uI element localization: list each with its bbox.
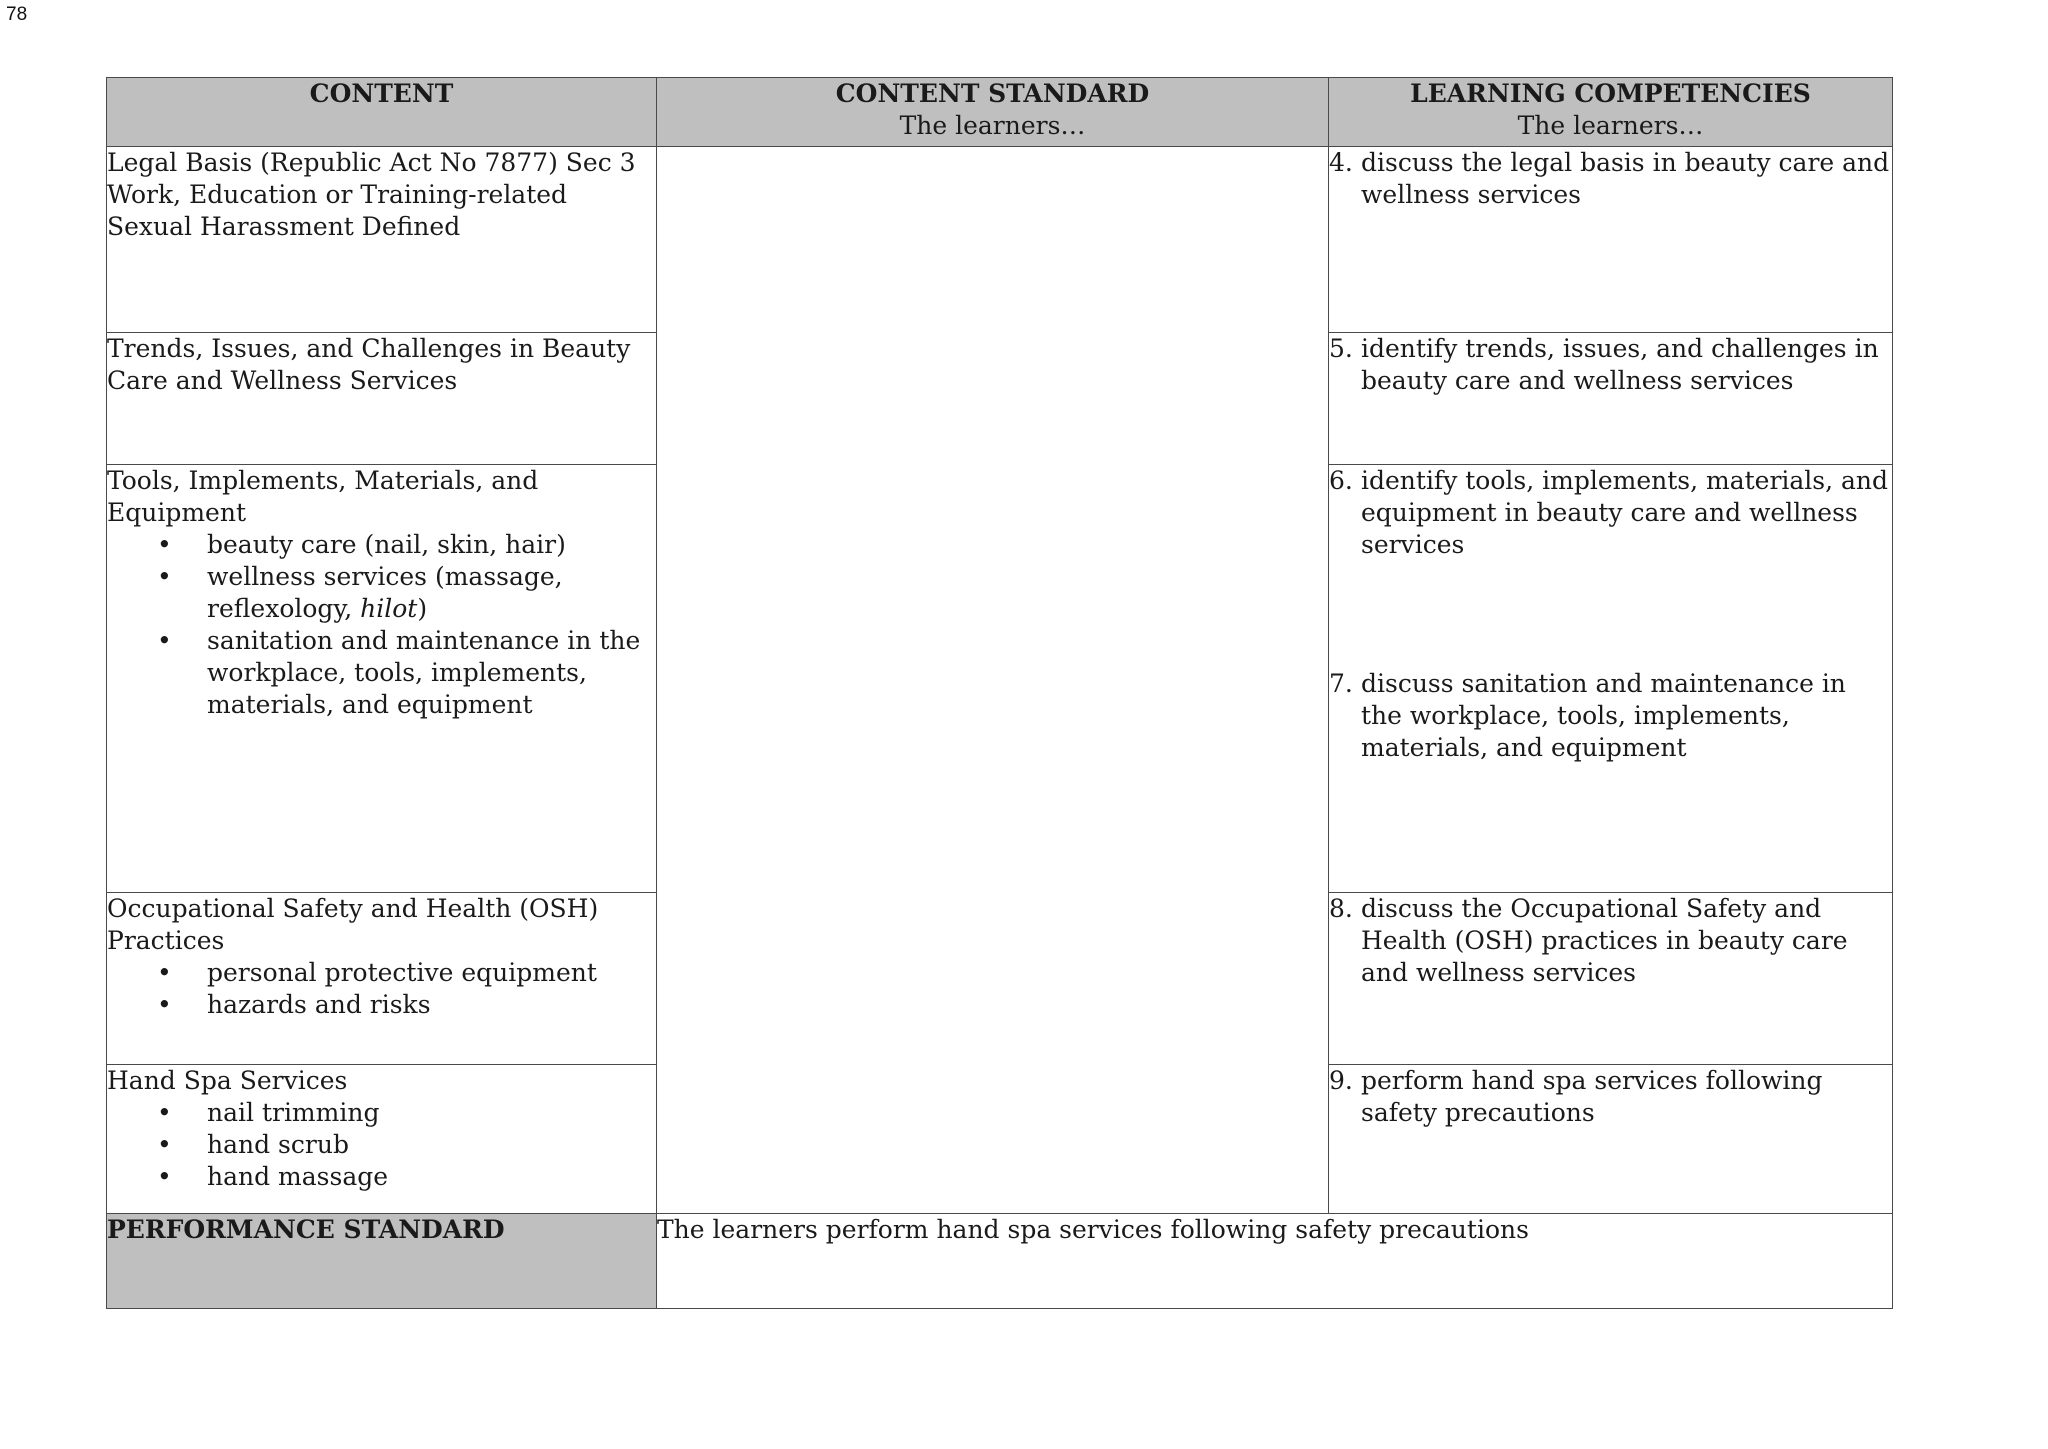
content-title: Occupational Safety and Health (OSH) Practices <box>107 894 599 955</box>
content-cell <box>107 465 657 893</box>
performance-standard-label: PERFORMANCE STANDARD <box>107 1214 657 1309</box>
competency-number: 6. <box>1329 466 1353 495</box>
competency-text: identify trends, issues, and challenges in beauty care and wellness services <box>1361 334 1879 395</box>
competency-number: 4. <box>1329 148 1353 177</box>
list-item-italic: hilot <box>360 594 418 623</box>
list-item: • personal protective equipment <box>207 957 656 989</box>
header-row <box>107 78 1893 147</box>
header-content-standard-sub: The learners… <box>899 111 1086 140</box>
table-row <box>107 147 1893 333</box>
content-cell <box>107 333 657 465</box>
competency-spacer <box>1329 561 1892 668</box>
content-bullet-list <box>107 957 656 1021</box>
competency-text: discuss the Occupational Safety and Health (OSH) practices in beauty care and wellness services <box>1361 894 1848 987</box>
competency-item <box>1329 1065 1892 1129</box>
competency-text: perform hand spa services following safety precautions <box>1361 1066 1823 1127</box>
header-content-label: CONTENT <box>309 79 454 108</box>
header-learning-competencies-sub: The learners… <box>1517 111 1704 140</box>
header-content-standard <box>657 78 1329 147</box>
competency-item <box>1329 333 1892 397</box>
content-bullet-list <box>107 1097 656 1193</box>
competency-cell <box>1329 333 1893 465</box>
competency-number: 9. <box>1329 1066 1353 1095</box>
competency-item <box>1329 147 1892 211</box>
header-content-standard-label: CONTENT STANDARD <box>835 79 1150 108</box>
content-bullet-list <box>107 529 656 721</box>
competency-item <box>1329 465 1892 561</box>
performance-standard-text: The learners perform hand spa services following safety precautions <box>657 1214 1893 1309</box>
competency-text: identify tools, implements, materials, and equipment in beauty care and wellness services <box>1361 466 1889 559</box>
header-content <box>107 78 657 147</box>
competency-cell <box>1329 465 1893 893</box>
competency-text: discuss sanitation and maintenance in the workplace, tools, implements, materials, and equipment <box>1361 669 1846 762</box>
competency-text: discuss the legal basis in beauty care and wellness services <box>1361 148 1890 209</box>
content-cell <box>107 893 657 1065</box>
content-title: Hand Spa Services <box>107 1066 348 1095</box>
list-item-text: wellness services (massage, reflexology, <box>207 562 563 623</box>
list-item-text-end: ) <box>417 594 428 623</box>
content-title: Trends, Issues, and Challenges in Beauty Care and Wellness Services <box>107 334 631 395</box>
curriculum-table <box>106 77 1893 1309</box>
header-learning-competencies <box>1329 78 1893 147</box>
list-item: • beauty care (nail, skin, hair) <box>207 529 656 561</box>
content-title: Legal Basis (Republic Act No 7877) Sec 3 Work, Education or Training-related Sexual Harassment Defined <box>107 148 636 241</box>
content-standard-cell <box>657 147 1329 1214</box>
list-item: • hazards and risks <box>207 989 656 1021</box>
list-item: • hand massage <box>207 1161 656 1193</box>
list-item: • hand scrub <box>207 1129 656 1161</box>
competency-number: 7. <box>1329 669 1353 698</box>
list-item <box>207 561 656 625</box>
competency-number: 5. <box>1329 334 1353 363</box>
competency-item <box>1329 668 1892 764</box>
list-item: • sanitation and maintenance in the workplace, tools, implements, materials, and equipment <box>207 625 656 721</box>
header-learning-competencies-label: LEARNING COMPETENCIES <box>1410 79 1811 108</box>
content-cell <box>107 1065 657 1214</box>
list-item: • nail trimming <box>207 1097 656 1129</box>
competency-cell <box>1329 1065 1893 1214</box>
competency-item <box>1329 893 1892 989</box>
performance-standard-row <box>107 1214 1893 1309</box>
competency-number: 8. <box>1329 894 1353 923</box>
content-title: Tools, Implements, Materials, and Equipment <box>107 466 539 527</box>
competency-cell <box>1329 893 1893 1065</box>
content-cell <box>107 147 657 333</box>
page-number: 78 <box>6 4 28 25</box>
competency-cell <box>1329 147 1893 333</box>
